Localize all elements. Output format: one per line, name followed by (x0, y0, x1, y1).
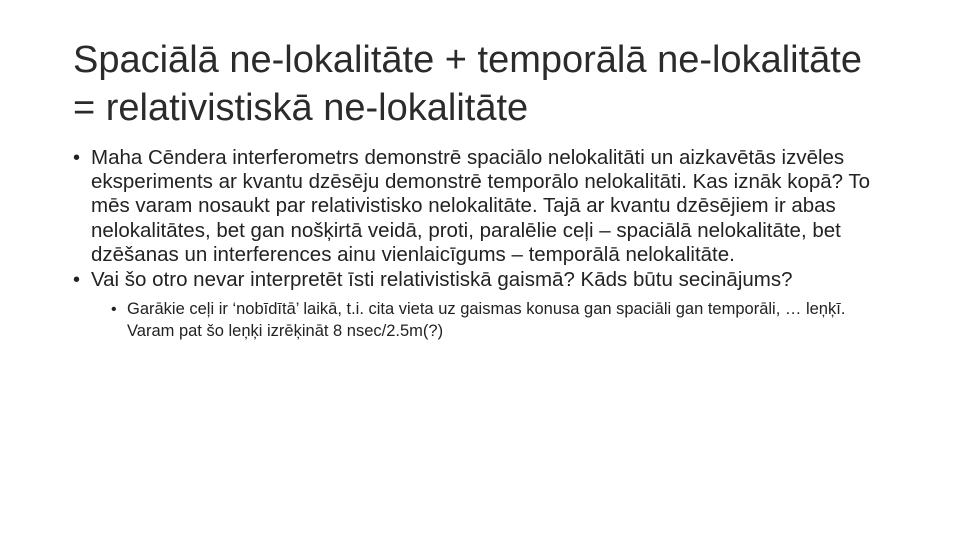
bullet-icon: • (111, 301, 117, 319)
slide-content (73, 146, 873, 342)
sub-bullet-item (111, 299, 887, 342)
bullet-text: Maha Cēndera interferometrs demonstrē spaciālo nelokalitāti un aizkavētās izvēles eksperiments ar kvantu dzēsēju demonstrē temporālo nelokalitāti. Kas iznāk kopā? To mēs varam nosaukt par relativistisko nelokalitāte. Tajā ar kvantu dzēsējiem ir abas nelokalitātes, bet gan nošķirtā veidā, proti, paralēlie ceļi – spaciālā nelokalitāte, bet dzēšanas un interferences ainu vienlaicīgums – temporālā nelokalitāte. (91, 146, 871, 266)
bullet-text: Vai šo otro nevar interpretēt īsti relativistiskā gaismā? Kāds būtu secinājums? (91, 268, 793, 292)
bullet-icon: • (73, 147, 81, 169)
sub-bullet-text: Garākie ceļi ir ‘nobīdītā’ laikā, t.i. cita vieta uz gaismas konusa gan spaciāli gan temporāli, … leņķī. Varam pat šo leņķi izrēķināt 8 nsec/2.5m(?) (127, 300, 846, 340)
bullet-item (73, 268, 873, 292)
bullet-icon: • (73, 269, 81, 292)
bullet-item (73, 146, 873, 267)
slide-title: Spaciālā ne-lokalitāte + temporālā ne-lokalitāte = relativistiskā ne-lokalitāte (73, 39, 862, 129)
